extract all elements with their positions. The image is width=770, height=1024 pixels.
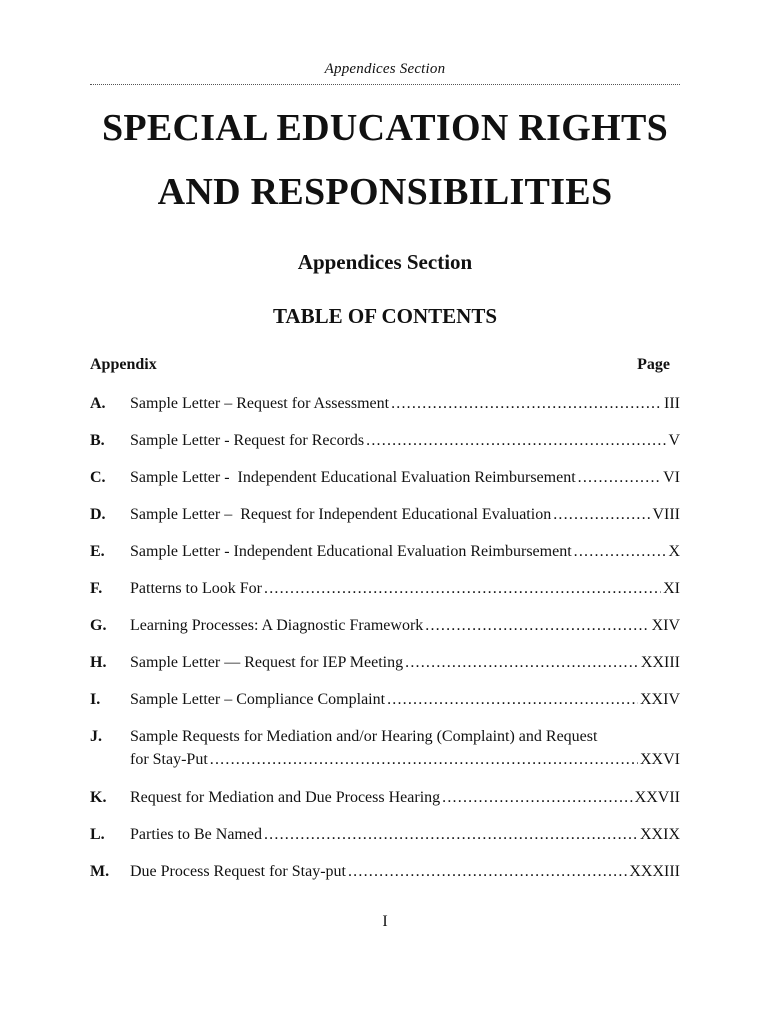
toc-entry-letter: I. bbox=[90, 691, 101, 708]
toc-entry-letter: G. bbox=[90, 617, 107, 634]
toc-entry-title: Sample Letter - Independent Educational Evaluation Reimbursement bbox=[130, 469, 576, 486]
page-number: I bbox=[382, 913, 388, 930]
toc-entry-title: Request for Mediation and Due Process Hearing bbox=[130, 789, 441, 806]
toc-entry-letter: A. bbox=[90, 395, 106, 412]
toc-entry-page: XXVI bbox=[640, 751, 680, 768]
document-title-line-2: AND RESPONSIBILITIES bbox=[157, 171, 613, 213]
toc-heading: TABLE OF CONTENTS bbox=[272, 304, 498, 328]
header-rule bbox=[90, 84, 680, 85]
toc-entry-letter: J. bbox=[90, 728, 102, 745]
toc-entry-g[interactable] bbox=[90, 614, 680, 637]
document-title-line-1: SPECIAL EDUCATION RIGHTS bbox=[101, 107, 669, 149]
dot-leader bbox=[578, 466, 661, 489]
dot-leader bbox=[574, 540, 667, 563]
toc-entry-title: for Stay-Put bbox=[130, 751, 208, 768]
toc-entry-page: XI bbox=[663, 580, 680, 597]
toc-entry-title: Due Process Request for Stay-put bbox=[130, 863, 346, 880]
running-header: Appendices Section bbox=[324, 61, 446, 77]
dot-leader bbox=[425, 614, 649, 637]
toc-entry-b[interactable] bbox=[90, 429, 680, 452]
toc-entry-title: Learning Processes: A Diagnostic Framework bbox=[130, 617, 424, 634]
toc-entry-letter: D. bbox=[90, 506, 106, 523]
toc-entry-page: XXIV bbox=[640, 691, 680, 708]
toc-entry-page: VIII bbox=[652, 506, 680, 523]
toc-entry-l[interactable] bbox=[90, 823, 680, 846]
dot-leader bbox=[366, 429, 666, 452]
toc-entry-title: Parties to Be Named bbox=[130, 826, 262, 843]
toc-entry-letter: B. bbox=[90, 432, 105, 449]
toc-entry-page: XIV bbox=[651, 617, 680, 634]
toc-entry-page: XXVII bbox=[634, 789, 680, 806]
toc-entry-a[interactable] bbox=[90, 392, 680, 415]
dot-leader bbox=[553, 503, 650, 526]
toc-entry-c[interactable] bbox=[90, 466, 680, 489]
dot-leader bbox=[210, 748, 638, 771]
toc-entry-title: Sample Letter - Independent Educational Evaluation Reimbursement bbox=[130, 543, 572, 560]
toc-entry-title: Sample Letter - Request for Records bbox=[130, 432, 365, 449]
toc-entry-m[interactable] bbox=[90, 860, 680, 883]
dot-leader bbox=[264, 823, 638, 846]
toc-entry-d[interactable] bbox=[90, 503, 680, 526]
toc-entry-e[interactable] bbox=[90, 540, 680, 563]
toc-entry-letter: C. bbox=[90, 469, 106, 486]
toc-entry-letter: K. bbox=[90, 789, 107, 806]
dot-leader bbox=[387, 688, 638, 711]
toc-entry-page: X bbox=[668, 543, 680, 560]
toc-entry-title: Sample Letter – Request for Independent Educational Evaluation bbox=[130, 506, 552, 523]
toc-entry-page: VI bbox=[663, 469, 680, 486]
toc-entry-title: Sample Letter – Request for Assessment bbox=[130, 395, 390, 412]
toc-entry-letter: H. bbox=[90, 654, 107, 671]
toc-entry-page: XXXIII bbox=[629, 863, 680, 880]
toc-entry-title: Sample Letter — Request for IEP Meeting bbox=[130, 654, 404, 671]
toc-entry-letter: M. bbox=[90, 863, 110, 880]
toc-entry-page: V bbox=[668, 432, 680, 449]
toc-entry-f[interactable] bbox=[90, 577, 680, 600]
toc-entry-letter: F. bbox=[90, 580, 103, 597]
toc-entry-title: Patterns to Look For bbox=[130, 580, 262, 597]
column-header-appendix: Appendix bbox=[90, 356, 157, 373]
toc-entry-letter: L. bbox=[90, 826, 105, 843]
section-subtitle: Appendices Section bbox=[297, 250, 473, 274]
column-header-page: Page bbox=[637, 356, 670, 373]
toc-entry-page: III bbox=[664, 395, 680, 412]
toc-entry-i[interactable] bbox=[90, 688, 680, 711]
toc-entry-page: XXIX bbox=[640, 826, 680, 843]
toc-entry-h[interactable] bbox=[90, 651, 680, 674]
toc-entry-title-line-1: Sample Requests for Mediation and/or Hearing (Complaint) and Request bbox=[130, 728, 598, 745]
toc-entry-j[interactable] bbox=[90, 725, 680, 771]
toc-entry-k[interactable] bbox=[90, 786, 680, 809]
toc-entry-letter: E. bbox=[90, 543, 105, 560]
dot-leader bbox=[405, 651, 639, 674]
dot-leader bbox=[442, 786, 633, 809]
dot-leader bbox=[348, 860, 627, 883]
toc-entry-title: Sample Letter – Compliance Complaint bbox=[130, 691, 386, 708]
dot-leader bbox=[391, 392, 662, 415]
dot-leader bbox=[264, 577, 661, 600]
toc-entry-page: XXIII bbox=[640, 654, 680, 671]
